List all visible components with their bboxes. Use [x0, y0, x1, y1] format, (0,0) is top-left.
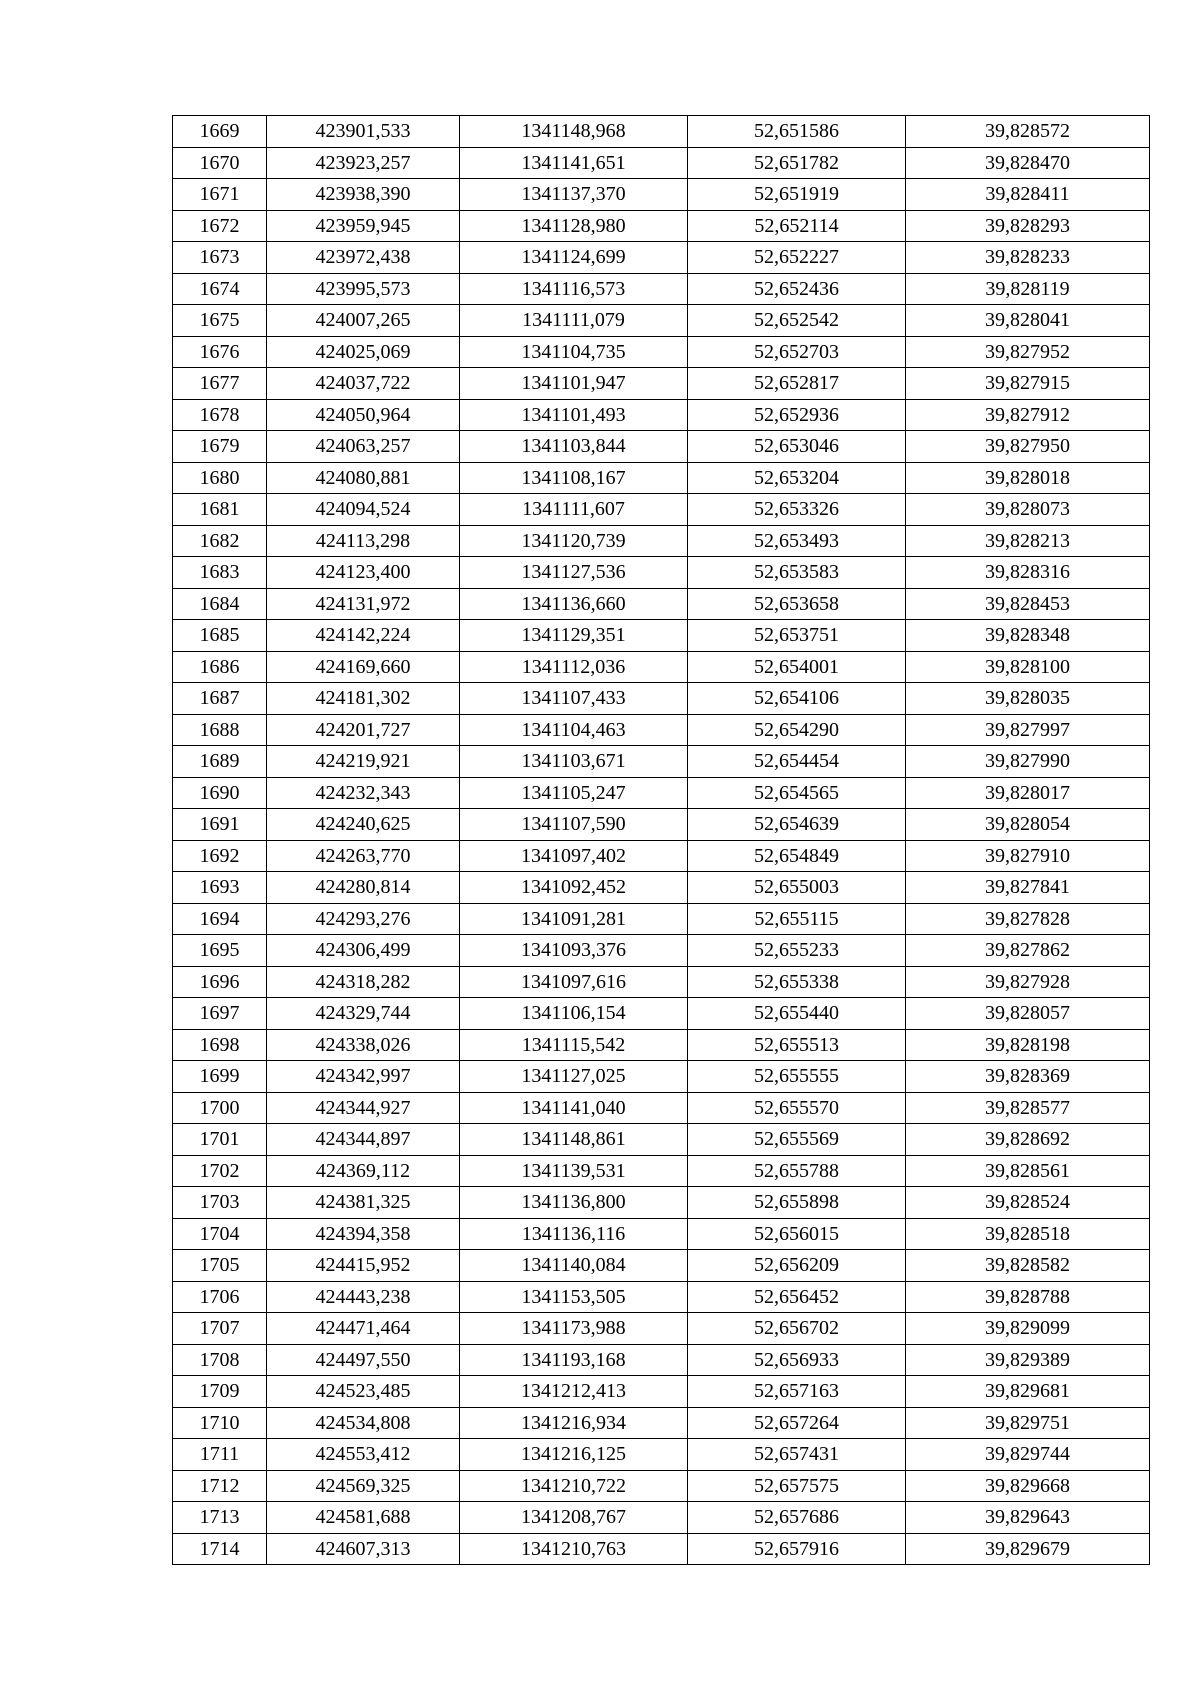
x-coordinate-cell: 423995,573 — [267, 273, 460, 305]
point-number-cell: 1679 — [173, 431, 267, 463]
point-number-cell: 1682 — [173, 525, 267, 557]
point-number-cell: 1673 — [173, 242, 267, 274]
y-coordinate-cell: 1341111,079 — [460, 305, 688, 337]
y-coordinate-cell: 1341136,116 — [460, 1218, 688, 1250]
y-coordinate-cell: 1341136,800 — [460, 1187, 688, 1219]
x-coordinate-cell: 424169,660 — [267, 651, 460, 683]
longitude-cell: 39,828453 — [906, 588, 1150, 620]
latitude-cell: 52,655898 — [688, 1187, 906, 1219]
latitude-cell: 52,654290 — [688, 714, 906, 746]
point-number-cell: 1708 — [173, 1344, 267, 1376]
latitude-cell: 52,656933 — [688, 1344, 906, 1376]
longitude-cell: 39,828198 — [906, 1029, 1150, 1061]
table-row — [173, 714, 1150, 746]
point-number-cell: 1713 — [173, 1502, 267, 1534]
longitude-cell: 39,828057 — [906, 998, 1150, 1030]
latitude-cell: 52,654639 — [688, 809, 906, 841]
x-coordinate-cell: 424131,972 — [267, 588, 460, 620]
table-row — [173, 210, 1150, 242]
latitude-cell: 52,657575 — [688, 1470, 906, 1502]
point-number-cell: 1699 — [173, 1061, 267, 1093]
point-number-cell: 1691 — [173, 809, 267, 841]
x-coordinate-cell: 424306,499 — [267, 935, 460, 967]
point-number-cell: 1671 — [173, 179, 267, 211]
latitude-cell: 52,653326 — [688, 494, 906, 526]
latitude-cell: 52,652817 — [688, 368, 906, 400]
table-row — [173, 1313, 1150, 1345]
x-coordinate-cell: 424381,325 — [267, 1187, 460, 1219]
point-number-cell: 1695 — [173, 935, 267, 967]
point-number-cell: 1669 — [173, 116, 267, 148]
point-number-cell: 1685 — [173, 620, 267, 652]
y-coordinate-cell: 1341210,722 — [460, 1470, 688, 1502]
y-coordinate-cell: 1341124,699 — [460, 242, 688, 274]
y-coordinate-cell: 1341120,739 — [460, 525, 688, 557]
x-coordinate-cell: 424443,238 — [267, 1281, 460, 1313]
longitude-cell: 39,828692 — [906, 1124, 1150, 1156]
latitude-cell: 52,657431 — [688, 1439, 906, 1471]
x-coordinate-cell: 424553,412 — [267, 1439, 460, 1471]
x-coordinate-cell: 424025,069 — [267, 336, 460, 368]
latitude-cell: 52,652542 — [688, 305, 906, 337]
y-coordinate-cell: 1341103,844 — [460, 431, 688, 463]
y-coordinate-cell: 1341104,735 — [460, 336, 688, 368]
x-coordinate-cell: 424201,727 — [267, 714, 460, 746]
table-row — [173, 1344, 1150, 1376]
y-coordinate-cell: 1341136,660 — [460, 588, 688, 620]
latitude-cell: 52,657686 — [688, 1502, 906, 1534]
y-coordinate-cell: 1341108,167 — [460, 462, 688, 494]
latitude-cell: 52,655788 — [688, 1155, 906, 1187]
y-coordinate-cell: 1341097,616 — [460, 966, 688, 998]
table-row — [173, 1502, 1150, 1534]
point-number-cell: 1681 — [173, 494, 267, 526]
x-coordinate-cell: 424342,997 — [267, 1061, 460, 1093]
point-number-cell: 1688 — [173, 714, 267, 746]
x-coordinate-cell: 423972,438 — [267, 242, 460, 274]
y-coordinate-cell: 1341092,452 — [460, 872, 688, 904]
point-number-cell: 1709 — [173, 1376, 267, 1408]
point-number-cell: 1711 — [173, 1439, 267, 1471]
x-coordinate-cell: 423923,257 — [267, 147, 460, 179]
latitude-cell: 52,655555 — [688, 1061, 906, 1093]
longitude-cell: 39,828582 — [906, 1250, 1150, 1282]
point-number-cell: 1692 — [173, 840, 267, 872]
x-coordinate-cell: 424581,688 — [267, 1502, 460, 1534]
latitude-cell: 52,656015 — [688, 1218, 906, 1250]
point-number-cell: 1687 — [173, 683, 267, 715]
point-number-cell: 1683 — [173, 557, 267, 589]
latitude-cell: 52,654001 — [688, 651, 906, 683]
table-row — [173, 179, 1150, 211]
x-coordinate-cell: 424369,112 — [267, 1155, 460, 1187]
table-row — [173, 242, 1150, 274]
latitude-cell: 52,656702 — [688, 1313, 906, 1345]
point-number-cell: 1676 — [173, 336, 267, 368]
latitude-cell: 52,652936 — [688, 399, 906, 431]
point-number-cell: 1710 — [173, 1407, 267, 1439]
longitude-cell: 39,829389 — [906, 1344, 1150, 1376]
latitude-cell: 52,651919 — [688, 179, 906, 211]
x-coordinate-cell: 424607,313 — [267, 1533, 460, 1565]
table-row — [173, 966, 1150, 998]
point-number-cell: 1704 — [173, 1218, 267, 1250]
latitude-cell: 52,655115 — [688, 903, 906, 935]
y-coordinate-cell: 1341097,402 — [460, 840, 688, 872]
point-number-cell: 1703 — [173, 1187, 267, 1219]
point-number-cell: 1701 — [173, 1124, 267, 1156]
y-coordinate-cell: 1341148,968 — [460, 116, 688, 148]
longitude-cell: 39,829679 — [906, 1533, 1150, 1565]
table-row — [173, 588, 1150, 620]
table-row — [173, 336, 1150, 368]
table-row — [173, 1029, 1150, 1061]
longitude-cell: 39,827910 — [906, 840, 1150, 872]
latitude-cell: 52,656209 — [688, 1250, 906, 1282]
latitude-cell: 52,657163 — [688, 1376, 906, 1408]
x-coordinate-cell: 424497,550 — [267, 1344, 460, 1376]
point-number-cell: 1702 — [173, 1155, 267, 1187]
table-row — [173, 525, 1150, 557]
table-row — [173, 273, 1150, 305]
x-coordinate-cell: 424344,897 — [267, 1124, 460, 1156]
x-coordinate-cell: 424123,400 — [267, 557, 460, 589]
latitude-cell: 52,653583 — [688, 557, 906, 589]
latitude-cell: 52,652114 — [688, 210, 906, 242]
y-coordinate-cell: 1341173,988 — [460, 1313, 688, 1345]
latitude-cell: 52,654565 — [688, 777, 906, 809]
y-coordinate-cell: 1341111,607 — [460, 494, 688, 526]
longitude-cell: 39,829668 — [906, 1470, 1150, 1502]
x-coordinate-cell: 424318,282 — [267, 966, 460, 998]
x-coordinate-cell: 424394,358 — [267, 1218, 460, 1250]
y-coordinate-cell: 1341193,168 — [460, 1344, 688, 1376]
longitude-cell: 39,828524 — [906, 1187, 1150, 1219]
y-coordinate-cell: 1341141,040 — [460, 1092, 688, 1124]
longitude-cell: 39,828348 — [906, 620, 1150, 652]
longitude-cell: 39,828572 — [906, 116, 1150, 148]
table-row — [173, 1281, 1150, 1313]
x-coordinate-cell: 424142,224 — [267, 620, 460, 652]
latitude-cell: 52,656452 — [688, 1281, 906, 1313]
table-row — [173, 494, 1150, 526]
table-row — [173, 872, 1150, 904]
latitude-cell: 52,655440 — [688, 998, 906, 1030]
latitude-cell: 52,652436 — [688, 273, 906, 305]
x-coordinate-cell: 424523,485 — [267, 1376, 460, 1408]
longitude-cell: 39,827862 — [906, 935, 1150, 967]
latitude-cell: 52,652703 — [688, 336, 906, 368]
latitude-cell: 52,653493 — [688, 525, 906, 557]
latitude-cell: 52,655513 — [688, 1029, 906, 1061]
longitude-cell: 39,829681 — [906, 1376, 1150, 1408]
x-coordinate-cell: 424063,257 — [267, 431, 460, 463]
y-coordinate-cell: 1341105,247 — [460, 777, 688, 809]
x-coordinate-cell: 423938,390 — [267, 179, 460, 211]
point-number-cell: 1696 — [173, 966, 267, 998]
table-row — [173, 1533, 1150, 1565]
x-coordinate-cell: 424415,952 — [267, 1250, 460, 1282]
y-coordinate-cell: 1341216,934 — [460, 1407, 688, 1439]
table-row — [173, 809, 1150, 841]
x-coordinate-cell: 424569,325 — [267, 1470, 460, 1502]
y-coordinate-cell: 1341212,413 — [460, 1376, 688, 1408]
x-coordinate-cell: 424240,625 — [267, 809, 460, 841]
table-row — [173, 840, 1150, 872]
point-number-cell: 1697 — [173, 998, 267, 1030]
table-row — [173, 1092, 1150, 1124]
table-row — [173, 1124, 1150, 1156]
longitude-cell: 39,829643 — [906, 1502, 1150, 1534]
x-coordinate-cell: 424037,722 — [267, 368, 460, 400]
y-coordinate-cell: 1341208,767 — [460, 1502, 688, 1534]
table-row — [173, 903, 1150, 935]
point-number-cell: 1700 — [173, 1092, 267, 1124]
y-coordinate-cell: 1341107,433 — [460, 683, 688, 715]
y-coordinate-cell: 1341140,084 — [460, 1250, 688, 1282]
x-coordinate-cell: 424007,265 — [267, 305, 460, 337]
longitude-cell: 39,827997 — [906, 714, 1150, 746]
latitude-cell: 52,655233 — [688, 935, 906, 967]
table-row — [173, 651, 1150, 683]
y-coordinate-cell: 1341141,651 — [460, 147, 688, 179]
longitude-cell: 39,828293 — [906, 210, 1150, 242]
table-row — [173, 305, 1150, 337]
y-coordinate-cell: 1341139,531 — [460, 1155, 688, 1187]
table-row — [173, 1061, 1150, 1093]
table-row — [173, 935, 1150, 967]
y-coordinate-cell: 1341107,590 — [460, 809, 688, 841]
point-number-cell: 1686 — [173, 651, 267, 683]
longitude-cell: 39,827912 — [906, 399, 1150, 431]
x-coordinate-cell: 424344,927 — [267, 1092, 460, 1124]
point-number-cell: 1707 — [173, 1313, 267, 1345]
latitude-cell: 52,654106 — [688, 683, 906, 715]
y-coordinate-cell: 1341106,154 — [460, 998, 688, 1030]
table-row — [173, 431, 1150, 463]
point-number-cell: 1706 — [173, 1281, 267, 1313]
latitude-cell: 52,655338 — [688, 966, 906, 998]
point-number-cell: 1674 — [173, 273, 267, 305]
x-coordinate-cell: 424471,464 — [267, 1313, 460, 1345]
table-row — [173, 368, 1150, 400]
y-coordinate-cell: 1341137,370 — [460, 179, 688, 211]
latitude-cell: 52,653204 — [688, 462, 906, 494]
y-coordinate-cell: 1341216,125 — [460, 1439, 688, 1471]
table-row — [173, 1439, 1150, 1471]
table-row — [173, 116, 1150, 148]
point-number-cell: 1684 — [173, 588, 267, 620]
longitude-cell: 39,828054 — [906, 809, 1150, 841]
table-row — [173, 620, 1150, 652]
y-coordinate-cell: 1341091,281 — [460, 903, 688, 935]
point-number-cell: 1680 — [173, 462, 267, 494]
longitude-cell: 39,828073 — [906, 494, 1150, 526]
x-coordinate-cell: 424534,808 — [267, 1407, 460, 1439]
latitude-cell: 52,655570 — [688, 1092, 906, 1124]
x-coordinate-cell: 424263,770 — [267, 840, 460, 872]
y-coordinate-cell: 1341103,671 — [460, 746, 688, 778]
table-row — [173, 746, 1150, 778]
longitude-cell: 39,828041 — [906, 305, 1150, 337]
x-coordinate-cell: 424219,921 — [267, 746, 460, 778]
longitude-cell: 39,827952 — [906, 336, 1150, 368]
point-number-cell: 1698 — [173, 1029, 267, 1061]
point-number-cell: 1672 — [173, 210, 267, 242]
x-coordinate-cell: 424050,964 — [267, 399, 460, 431]
point-number-cell: 1677 — [173, 368, 267, 400]
latitude-cell: 52,653046 — [688, 431, 906, 463]
point-number-cell: 1670 — [173, 147, 267, 179]
latitude-cell: 52,655003 — [688, 872, 906, 904]
point-number-cell: 1689 — [173, 746, 267, 778]
y-coordinate-cell: 1341153,505 — [460, 1281, 688, 1313]
longitude-cell: 39,827928 — [906, 966, 1150, 998]
x-coordinate-cell: 424338,026 — [267, 1029, 460, 1061]
table-row — [173, 1155, 1150, 1187]
latitude-cell: 52,654454 — [688, 746, 906, 778]
longitude-cell: 39,828018 — [906, 462, 1150, 494]
x-coordinate-cell: 424113,298 — [267, 525, 460, 557]
latitude-cell: 52,653658 — [688, 588, 906, 620]
point-number-cell: 1678 — [173, 399, 267, 431]
latitude-cell: 52,651586 — [688, 116, 906, 148]
latitude-cell: 52,652227 — [688, 242, 906, 274]
x-coordinate-cell: 424094,524 — [267, 494, 460, 526]
table-row — [173, 462, 1150, 494]
longitude-cell: 39,828411 — [906, 179, 1150, 211]
y-coordinate-cell: 1341116,573 — [460, 273, 688, 305]
longitude-cell: 39,827828 — [906, 903, 1150, 935]
table-row — [173, 1187, 1150, 1219]
longitude-cell: 39,828369 — [906, 1061, 1150, 1093]
table-row — [173, 998, 1150, 1030]
y-coordinate-cell: 1341093,376 — [460, 935, 688, 967]
table-row — [173, 1376, 1150, 1408]
point-number-cell: 1693 — [173, 872, 267, 904]
longitude-cell: 39,828470 — [906, 147, 1150, 179]
coordinates-table-body — [173, 116, 1150, 1565]
point-number-cell: 1690 — [173, 777, 267, 809]
y-coordinate-cell: 1341104,463 — [460, 714, 688, 746]
point-number-cell: 1705 — [173, 1250, 267, 1282]
y-coordinate-cell: 1341112,036 — [460, 651, 688, 683]
longitude-cell: 39,827950 — [906, 431, 1150, 463]
longitude-cell: 39,827915 — [906, 368, 1150, 400]
table-row — [173, 1250, 1150, 1282]
latitude-cell: 52,653751 — [688, 620, 906, 652]
point-number-cell: 1694 — [173, 903, 267, 935]
latitude-cell: 52,655569 — [688, 1124, 906, 1156]
latitude-cell: 52,657264 — [688, 1407, 906, 1439]
x-coordinate-cell: 423959,945 — [267, 210, 460, 242]
x-coordinate-cell: 424232,343 — [267, 777, 460, 809]
x-coordinate-cell: 424181,302 — [267, 683, 460, 715]
y-coordinate-cell: 1341101,493 — [460, 399, 688, 431]
point-number-cell: 1675 — [173, 305, 267, 337]
x-coordinate-cell: 423901,533 — [267, 116, 460, 148]
longitude-cell: 39,828035 — [906, 683, 1150, 715]
longitude-cell: 39,828518 — [906, 1218, 1150, 1250]
latitude-cell: 52,654849 — [688, 840, 906, 872]
y-coordinate-cell: 1341129,351 — [460, 620, 688, 652]
table-row — [173, 399, 1150, 431]
x-coordinate-cell: 424293,276 — [267, 903, 460, 935]
longitude-cell: 39,829751 — [906, 1407, 1150, 1439]
table-row — [173, 777, 1150, 809]
longitude-cell: 39,829099 — [906, 1313, 1150, 1345]
coordinates-table — [172, 115, 1150, 1565]
x-coordinate-cell: 424280,814 — [267, 872, 460, 904]
table-row — [173, 557, 1150, 589]
longitude-cell: 39,828561 — [906, 1155, 1150, 1187]
longitude-cell: 39,828100 — [906, 651, 1150, 683]
y-coordinate-cell: 1341127,025 — [460, 1061, 688, 1093]
y-coordinate-cell: 1341115,542 — [460, 1029, 688, 1061]
table-row — [173, 1470, 1150, 1502]
y-coordinate-cell: 1341101,947 — [460, 368, 688, 400]
y-coordinate-cell: 1341210,763 — [460, 1533, 688, 1565]
longitude-cell: 39,828233 — [906, 242, 1150, 274]
latitude-cell: 52,651782 — [688, 147, 906, 179]
table-row — [173, 147, 1150, 179]
x-coordinate-cell: 424329,744 — [267, 998, 460, 1030]
longitude-cell: 39,827990 — [906, 746, 1150, 778]
longitude-cell: 39,828788 — [906, 1281, 1150, 1313]
latitude-cell: 52,657916 — [688, 1533, 906, 1565]
table-row — [173, 1218, 1150, 1250]
y-coordinate-cell: 1341128,980 — [460, 210, 688, 242]
table-row — [173, 1407, 1150, 1439]
longitude-cell: 39,828577 — [906, 1092, 1150, 1124]
longitude-cell: 39,828119 — [906, 273, 1150, 305]
y-coordinate-cell: 1341127,536 — [460, 557, 688, 589]
longitude-cell: 39,827841 — [906, 872, 1150, 904]
point-number-cell: 1712 — [173, 1470, 267, 1502]
y-coordinate-cell: 1341148,861 — [460, 1124, 688, 1156]
longitude-cell: 39,828213 — [906, 525, 1150, 557]
point-number-cell: 1714 — [173, 1533, 267, 1565]
longitude-cell: 39,828316 — [906, 557, 1150, 589]
table-row — [173, 683, 1150, 715]
longitude-cell: 39,828017 — [906, 777, 1150, 809]
x-coordinate-cell: 424080,881 — [267, 462, 460, 494]
longitude-cell: 39,829744 — [906, 1439, 1150, 1471]
